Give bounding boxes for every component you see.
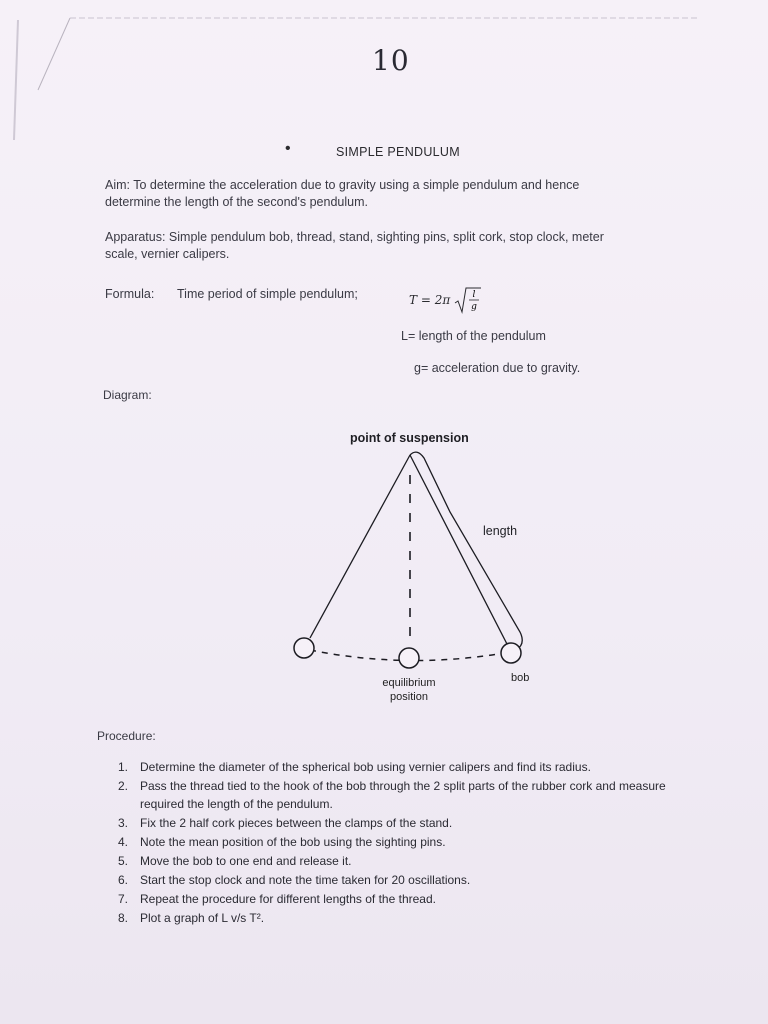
procedure-step-number: 2. — [118, 779, 129, 793]
procedure-step — [118, 777, 680, 813]
definition-gravity: g= acceleration due to gravity. — [414, 361, 581, 375]
center-bob — [399, 648, 419, 668]
right-bob — [501, 643, 521, 663]
label-point-of-suspension: point of suspension — [350, 431, 469, 445]
definition-length: L= length of the pendulum — [401, 329, 546, 343]
title-bullet: • — [285, 140, 291, 157]
right-string — [410, 455, 508, 646]
apparatus-line-1: Apparatus: Simple pendulum bob, thread, stand, sighting pins, split cork, stop clock, meter — [105, 230, 604, 244]
procedure-step-text: Start the stop clock and note the time taken for 20 oscillations. — [140, 873, 471, 887]
procedure-list — [118, 758, 680, 928]
procedure-step-number: 3. — [118, 816, 129, 830]
procedure-step-number: 6. — [118, 873, 129, 887]
sqrt-symbol — [454, 286, 482, 314]
procedure-step-number: 4. — [118, 835, 129, 849]
procedure-step-number: 1. — [118, 760, 129, 774]
procedure-step — [118, 890, 680, 908]
apparatus-line-2: scale, vernier calipers. — [105, 247, 230, 261]
procedure-step — [118, 852, 680, 870]
label-bob: bob — [511, 672, 530, 684]
procedure-step-number: 7. — [118, 892, 129, 906]
procedure-step — [118, 871, 680, 889]
pendulum-diagram — [280, 420, 540, 680]
procedure-step-text: Note the mean position of the bob using the sighting pins. — [140, 835, 446, 849]
left-string — [310, 455, 410, 638]
page-number: 10 — [372, 44, 410, 77]
procedure-step-text: Pass the thread tied to the hook of the bob through the 2 split parts of the rubber cork and measure required the length of the pendulum. — [140, 779, 666, 811]
left-bob — [294, 638, 314, 658]
procedure-label: Procedure: — [97, 729, 156, 743]
aim-line-2: determine the length of the second's pendulum. — [105, 195, 368, 209]
procedure-step-number: 8. — [118, 911, 129, 925]
length-bracket — [410, 452, 522, 650]
procedure-step — [118, 758, 680, 776]
procedure-step-text: Move the bob to one end and release it. — [140, 854, 352, 868]
formula-description: Time period of simple pendulum; — [177, 287, 358, 301]
formula-denominator: g — [471, 302, 477, 312]
label-equilibrium-line-1: equilibrium — [382, 677, 436, 689]
label-equilibrium — [372, 676, 446, 704]
formula-expression — [409, 286, 482, 314]
aim-line-1: Aim: To determine the acceleration due to gravity using a simple pendulum and hence — [105, 178, 580, 192]
diagram-label: Diagram: — [103, 388, 152, 402]
procedure-step — [118, 814, 680, 832]
formula-lhs: T = 2π — [409, 293, 451, 307]
formula-numerator: l — [472, 290, 476, 300]
procedure-step-text: Fix the 2 half cork pieces between the clamps of the stand. — [140, 816, 453, 830]
procedure-step — [118, 833, 680, 851]
label-equilibrium-line-2: position — [390, 691, 428, 703]
procedure-step-text: Repeat the procedure for different lengths of the thread. — [140, 892, 436, 906]
procedure-step-number: 5. — [118, 854, 129, 868]
label-length: length — [483, 524, 518, 538]
formula-label: Formula: — [105, 287, 155, 301]
procedure-step-text: Plot a graph of L v/s T². — [140, 911, 265, 925]
procedure-step-text: Determine the diameter of the spherical bob using vernier calipers and find its radius. — [140, 760, 591, 774]
page-title: SIMPLE PENDULUM — [336, 145, 460, 159]
procedure-step — [118, 909, 680, 927]
